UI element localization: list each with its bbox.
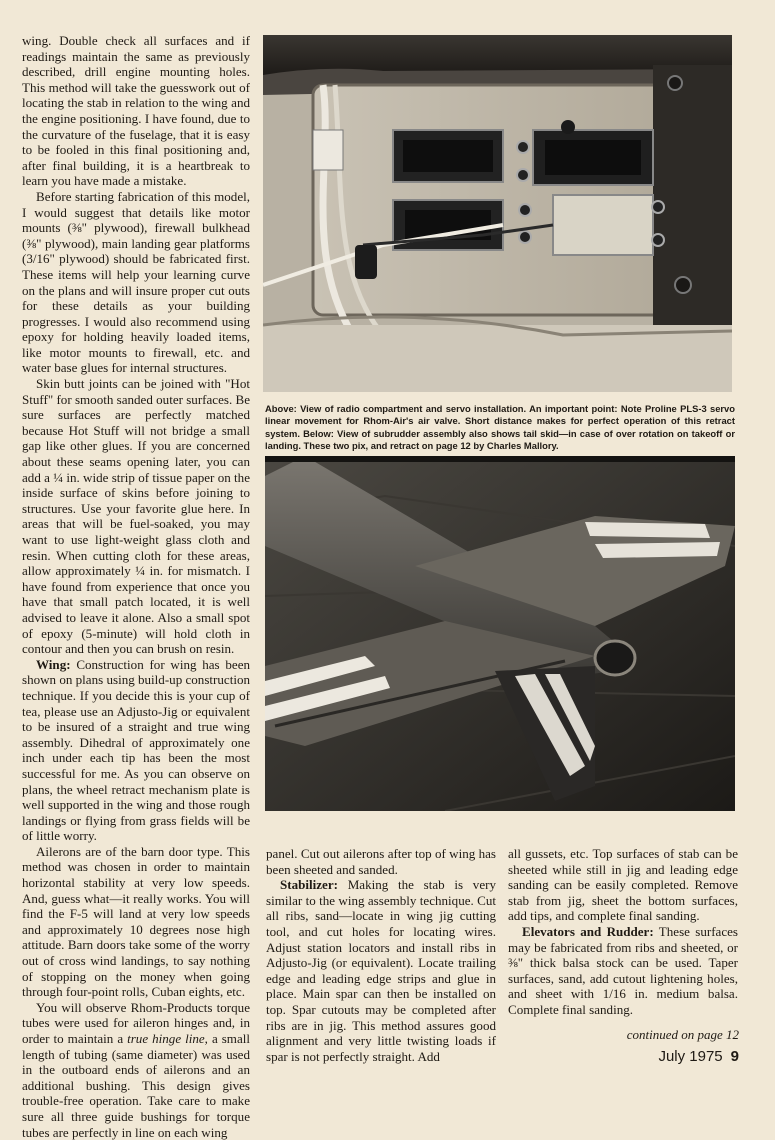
paragraph <box>22 1000 250 1140</box>
paragraph-text: You will observe Rhom-Products torque tubes were used for aileron hinges and, in order to maintain a <box>22 999 250 1046</box>
paragraph-elevators <box>508 924 738 1018</box>
photo-caption: Above: View of radio compartment and servo installation. An important point: Note Proline PLS-3 servo linear movement for Rhom-Air's air valve. Short distance makes for perfect operation of this retract system. Below: View of subrudder assembly also shows tail skid—in case of over rotation on takeoff or landing. These two pix, and retract on page 12 by Charles Mallory. <box>265 403 735 451</box>
paragraph-text: Making the stab is very similar to the wing assembly technique. Cut all ribs, sand—locate in wing jig cutting tool, and cut holes for locating wires. Adjust station locators and install ribs in Adjusto-Jig (or equivalent). Locate trailing edge and leading edge strips and glue in place. Main spar can then be installed on top. Spar cutouts may be completed after ribs are in jig. This method assures good alignment and very little twisting loads if spar is not perfectly straight. Add <box>266 877 496 1064</box>
subrudder-assembly-photo <box>265 456 735 811</box>
paragraph-wing <box>22 657 250 844</box>
paragraph: Skin butt joints can be joined with "Hot Stuff" for smooth sanded outer surfaces. Be sure surfaces are perfectly matched because Hot Stuff will not bridge a small gap like other glues. If you are concerned about these seams opening later, you can add a ¼ in. wide strip of tissue paper on the inside surface of skins before joining to structures. Use your favorite glue here. In areas that will be fuel-soaked, you may want to use light-weight glass cloth and resin. When cutting cloth for these areas, allow approximately ¼ in. for mismatch. I have found from experience that once you have that small patch located, it is well advised to leave it alone. Also a small spot of epoxy (5-minute) will hold cloth in contour and then you can brush on resin. <box>22 376 250 657</box>
paragraph: wing. Double check all surfaces and if readings maintain the same as previously described, drill engine mounting holes. This method will take the guesswork out of locating the stab in relation to the wing and the engine positioning. I have found, due to the curvature of the fuselage, that it is easy to be fooled in this final positioning and, after final building, it is a heartbreak to learn you have made a mistake. <box>22 33 250 189</box>
page-number: 9 <box>730 1048 739 1065</box>
paragraph: Before starting fabrication of this model, I would suggest that details like motor mounts (⅜" plywood), firewall bulkhead (⅜" plywood), main landing gear platforms (3/16" plywood) should be fabricated first. These items will help your learning curve on the plans and will insure proper cut outs for these details as your building progresses. I would also recommend using epoxy for holding heavily loaded items, like motor mounts to firewall, etc. and water base glues for internal structures. <box>22 188 250 376</box>
section-heading: Stabilizer: <box>280 877 338 893</box>
page-footer <box>658 1048 739 1065</box>
paragraph-text: Construction for wing has been shown on plans using build-up construction technique. If you decide this is your cup of tea, please use an Adjusto-Jig or equivalent to be insured of a straight and true wing assembly. Dihedral of approximately one inch under each tip has been the most successful for me. As you can observe on plans, the wheel retract mechanism plate is well supported in the wing and those rough landings or flying from grass fields will be of little worry. <box>22 656 251 844</box>
radio-compartment-photo <box>263 35 732 392</box>
paragraph-text: These surfaces may be fabricated from ribs and sheeted, or ⅜" thick balsa stock can be used. Taper surfaces, sand, add cutout lightening holes, and sheet with 1/16 in. medium balsa. Complete final sanding. <box>508 923 739 1017</box>
paragraph: all gussets, etc. Top surfaces of stab can be sheeted while still in jig and leading edge sanding can be easily completed. Remove stab from jig, sheet the bottom surfaces, add tips, and complete final sanding. <box>508 846 738 924</box>
left-text-column <box>22 33 250 1140</box>
continued-note: continued on page 12 <box>626 1027 739 1042</box>
issue-date: July 1975 <box>658 1048 723 1065</box>
paragraph: Ailerons are of the barn door type. This method was chosen in order to maintain horizontal stability at very low speeds. And, guess what—it really works. You will find the F-5 will land at very low speeds and approximately 10 degrees nose high attitude. Barn doors take some of the worry out of cross wind landings, to say nothing of stopping on the money when going through four-point rolls, Cuban eights, etc. <box>22 843 250 1000</box>
paragraph-stabilizer <box>266 877 496 1064</box>
section-heading: Elevators and Rudder: <box>522 923 654 939</box>
paragraph: panel. Cut out ailerons after top of wing has been sheeted and sanded. <box>266 846 496 877</box>
emphasis-text: true hinge line, <box>127 1031 208 1046</box>
right-text-column <box>508 846 738 1018</box>
section-heading: Wing: <box>36 656 71 672</box>
middle-text-column <box>266 846 496 1064</box>
paragraph-text: a small length of tubing (same diameter) was used in the outboard ends of ailerons and an additional bushing. This design gives trouble-free operation. Take care to make sure all three guide bushings for torque tubes are perfectly in line on each wing <box>22 1031 250 1140</box>
